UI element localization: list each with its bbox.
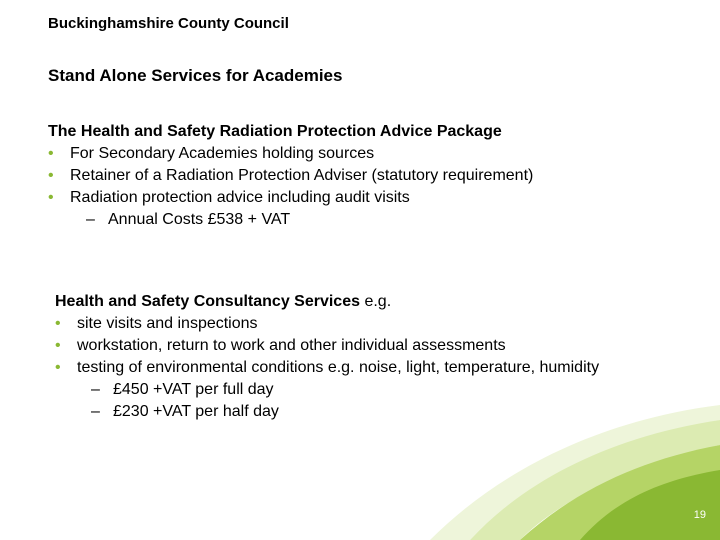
bullet-item: • workstation, return to work and other individual assessments: [55, 335, 599, 357]
bullet-list: [55, 313, 599, 379]
section-title-line: [55, 291, 599, 313]
sub-item-half-day: – £230 +VAT per half day: [55, 401, 599, 423]
organization-name: Buckinghamshire County Council: [48, 15, 289, 32]
bullet-item: • testing of environmental conditions e.g. noise, light, temperature, humidity: [55, 357, 599, 379]
bullet-item: • Radiation protection advice including audit visits: [48, 187, 533, 209]
bullet-item: • site visits and inspections: [55, 313, 599, 335]
section-title: The Health and Safety Radiation Protection Advice Package: [48, 123, 502, 140]
bullet-item: • For Secondary Academies holding sources: [48, 143, 533, 165]
consultancy-section: [55, 291, 599, 423]
page-number: 19: [693, 509, 706, 521]
sub-list: [55, 379, 599, 423]
section-title: Health and Safety Consultancy Services: [55, 293, 360, 310]
sub-item-full-day: – £450 +VAT per full day: [55, 379, 599, 401]
sub-list: [48, 209, 533, 231]
page-heading: Stand Alone Services for Academies: [48, 66, 343, 85]
bullet-item: • Retainer of a Radiation Protection Adviser (statutory requirement): [48, 165, 533, 187]
radiation-protection-section: [48, 121, 533, 231]
bullet-list: [48, 143, 533, 209]
sub-item-annual-cost: – Annual Costs £538 + VAT: [48, 209, 533, 231]
section-title-suffix: e.g.: [360, 293, 392, 310]
